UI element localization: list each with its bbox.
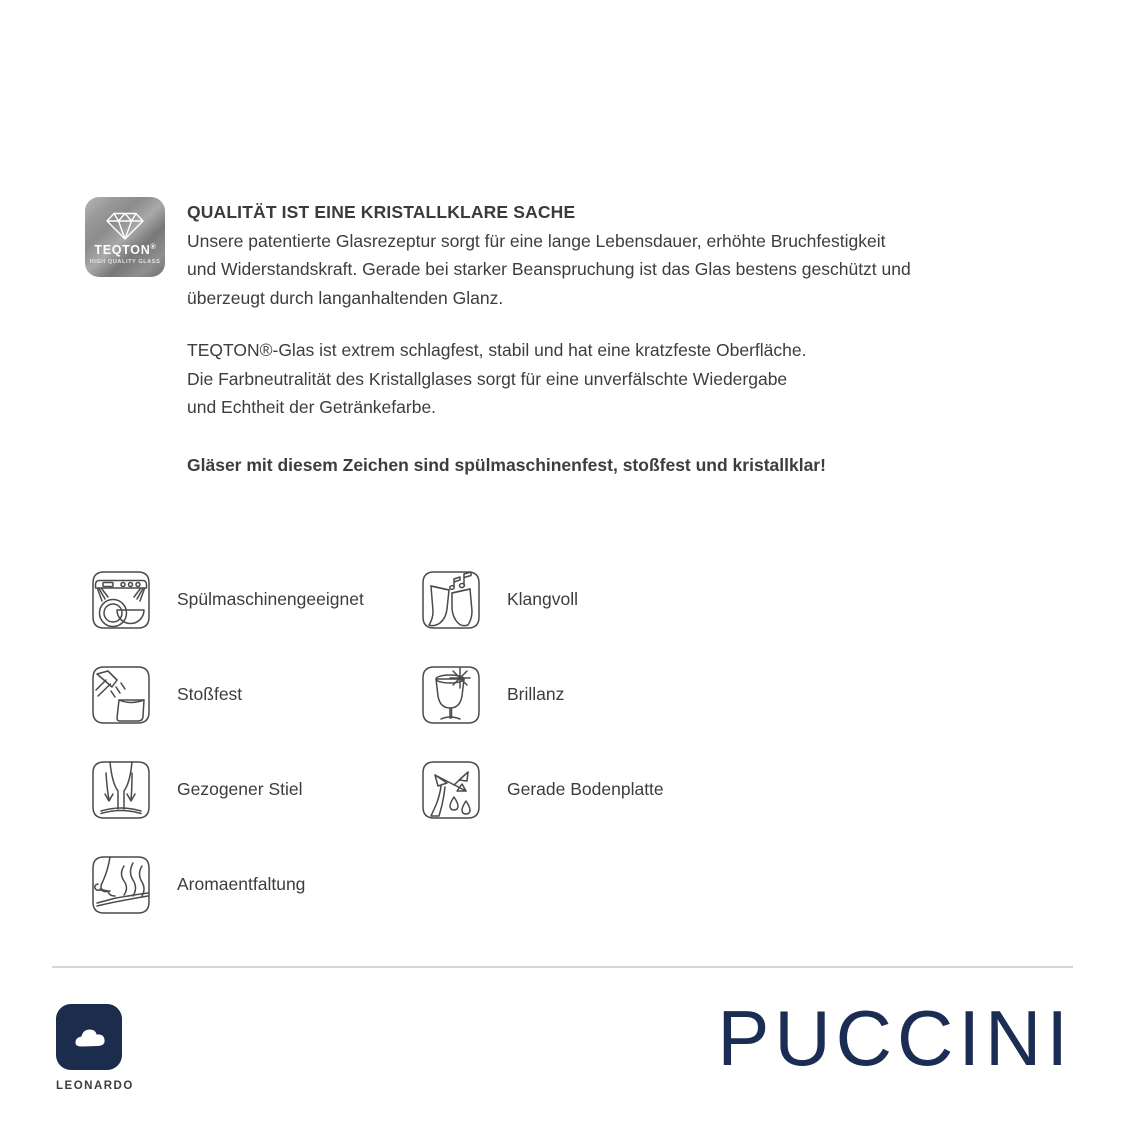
footer <box>52 994 1073 1100</box>
feature-label: Spülmaschinengeeignet <box>177 589 364 609</box>
quality-paragraph-1-line-3: überzeugt durch langanhaltenden Glanz. <box>187 287 504 308</box>
quality-paragraph-2-line-2: Die Farbneutralität des Kristallglases sorgt für eine unverfälschte Wiedergabe <box>187 368 788 389</box>
teqton-wordmark: TEQTON® <box>94 243 156 258</box>
paragraph-spacer <box>187 421 911 451</box>
feature-row <box>84 552 1024 647</box>
quality-info-block <box>85 197 1065 480</box>
feature-item-gezogener-stiel <box>84 742 414 837</box>
quality-highlight-line: Gläser mit diesem Zeichen sind spülmaschinenfest, stoßfest und kristallklar! <box>187 455 826 476</box>
leonardo-wordmark: LEONARDO <box>56 1080 134 1092</box>
aroma-nose-icon <box>84 848 158 922</box>
registered-mark: ® <box>150 243 156 251</box>
feature-label: Stoßfest <box>177 684 243 704</box>
teqton-subtitle: HIGH QUALITY GLASS <box>89 258 161 265</box>
paragraph-spacer <box>187 312 911 336</box>
quality-paragraph-1-line-2: und Widerstandskraft. Gerade bei starker Beanspruchung ist das Glas bestens geschützt und <box>187 259 911 280</box>
quality-text-column <box>187 197 911 480</box>
feature-row <box>84 647 1024 742</box>
dishwasher-safe-icon <box>84 563 158 637</box>
teqton-badge <box>85 197 165 277</box>
feature-label: Gezogener Stiel <box>177 779 303 799</box>
sparkling-glass-icon <box>414 658 488 732</box>
quality-paragraph-2-line-1: TEQTON®-Glas ist extrem schlagfest, stabil und hat eine kratzfeste Oberfläche. <box>187 340 807 361</box>
flat-base-plate-icon <box>414 753 488 827</box>
hammer-impact-icon <box>84 658 158 732</box>
quality-heading: QUALITÄT IST EINE KRISTALLKLARE SACHE <box>187 202 576 222</box>
feature-label: Klangvoll <box>507 589 579 609</box>
feature-row <box>84 837 1024 932</box>
feature-label: Brillanz <box>507 684 565 704</box>
feature-item-dishwasher-safe <box>84 552 414 647</box>
feature-label: Gerade Bodenplatte <box>507 779 664 799</box>
brand-wordmark: PUCCINI <box>717 994 1073 1082</box>
leonardo-cloud-logo <box>56 1004 122 1070</box>
pulled-stem-icon <box>84 753 158 827</box>
feature-item-brillanz <box>414 647 814 742</box>
feature-row <box>84 742 1024 837</box>
feature-label: Aromaentfaltung <box>177 874 306 894</box>
toasting-glasses-music-icon <box>414 563 488 637</box>
feature-item-stossfest <box>84 647 414 742</box>
feature-item-gerade-bodenplatte <box>414 742 814 837</box>
footer-divider <box>52 966 1073 968</box>
feature-item-aromaentfaltung <box>84 837 414 932</box>
diamond-icon <box>104 211 146 241</box>
feature-item-klangvoll <box>414 552 814 647</box>
quality-paragraph-2-line-3: und Echtheit der Getränkefarbe. <box>187 396 437 417</box>
quality-paragraph-1-line-1: Unsere patentierte Glasrezeptur sorgt für eine lange Lebensdauer, erhöhte Bruchfestigkeit <box>187 231 886 252</box>
feature-grid <box>84 552 1024 932</box>
